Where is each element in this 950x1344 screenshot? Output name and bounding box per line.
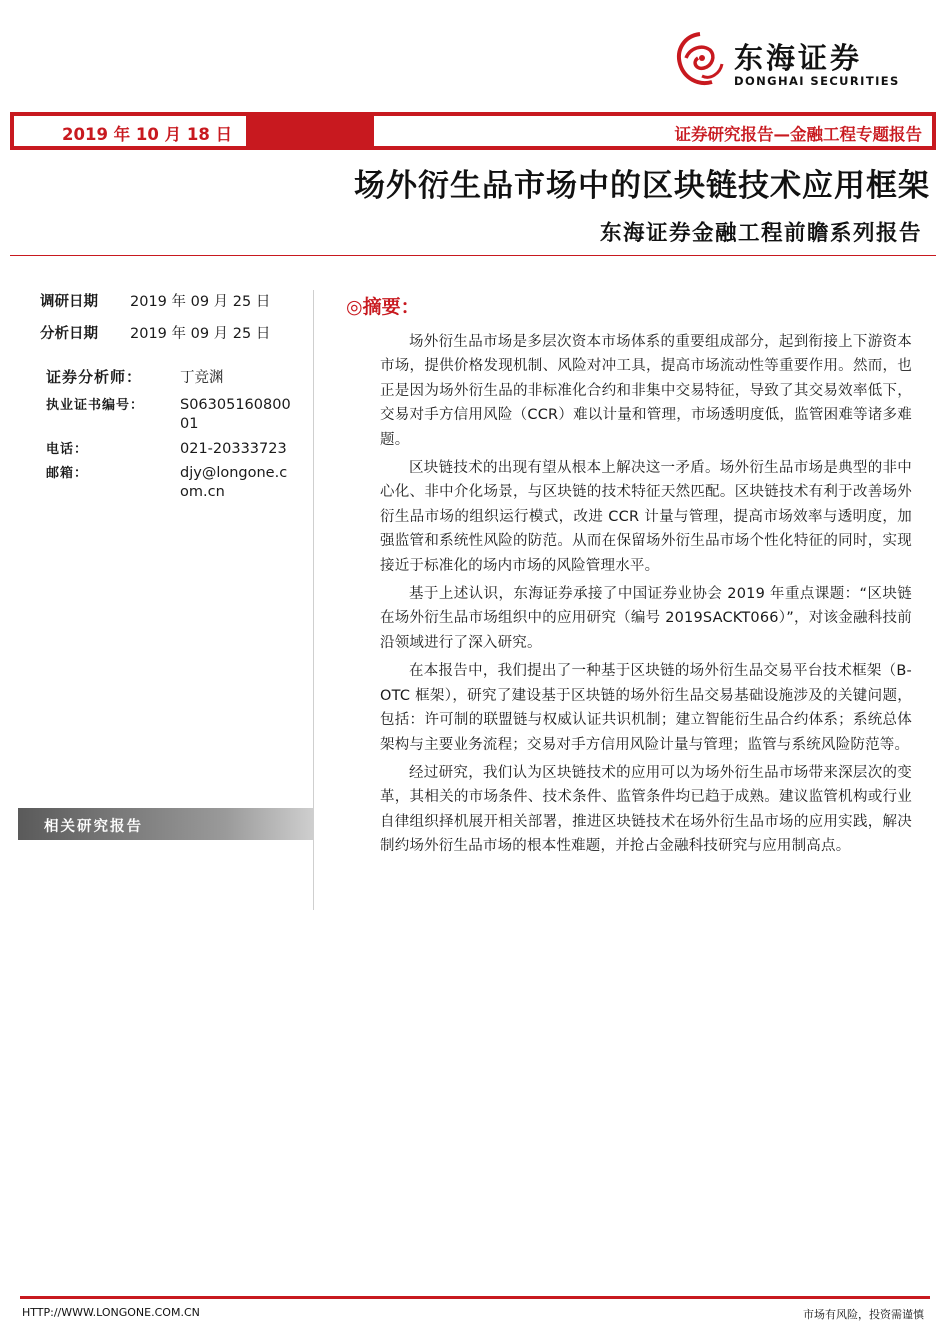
cert-row-cont bbox=[180, 416, 198, 432]
cert-number: S06305160800 bbox=[180, 397, 291, 413]
abstract-paragraph: 基于上述认识，东海证券承接了中国证券业协会 2019 年重点课题：“区块链在场外衍生品市场组织中的应用研究（编号 2019SACKT066）”，对该金融科技前沿领域进行了深入研究。 bbox=[380, 586, 912, 651]
phone-label: 电话： bbox=[46, 442, 89, 457]
abstract-paragraph: 场外衍生品市场是多层次资本市场体系的重要组成部分，起到衔接上下游资本市场，提供价格发现机制、风险对冲工具，提高市场流动性等重要作用。然而，也正是因为场外衍生品的非标准化合约和非集中交易特征，导致了其交易效率低下，交易对手方信用风险（CCR）难以计量和管理，市场透明度低，监管困难等诸多难题。 bbox=[380, 334, 912, 448]
research-date-label: 调研日期 bbox=[40, 294, 98, 310]
abstract-paragraph: 区块链技术的出现有望从根本上解决这一矛盾。场外衍生品市场是典型的非中心化、非中介化场景，与区块链的技术特征天然匹配。区块链技术有利于改善场外衍生品市场的组织运行模式，改进 CCR 计量与管理，提高市场效率与透明度，加强监管和系统性风险的防范。从而在保留场外衍生品市场个性化特征的同时，实现接近于标准化的场内市场的风险管理水平。 bbox=[380, 460, 912, 574]
header-divider bbox=[10, 255, 936, 256]
research-date-row bbox=[40, 290, 270, 311]
related-reports-label: 相关研究报告 bbox=[44, 819, 143, 835]
footer-divider bbox=[20, 1296, 930, 1299]
report-header-bar bbox=[10, 112, 936, 150]
analyst-row bbox=[46, 366, 224, 387]
footer-url[interactable]: HTTP://WWW.LONGONE.COM.CN bbox=[22, 1306, 200, 1319]
report-subtitle: 东海证券金融工程前瞻系列报告 bbox=[599, 221, 922, 246]
email-label: 邮箱： bbox=[46, 466, 89, 481]
email-row bbox=[46, 462, 287, 481]
company-logo bbox=[672, 28, 922, 94]
analysis-date-row bbox=[40, 322, 270, 343]
phone: 021-20333723 bbox=[180, 441, 287, 457]
footer-risk-notice: 市场有风险，投资需谨慎 bbox=[803, 1308, 924, 1321]
abstract-heading: ◎摘要： bbox=[346, 296, 420, 318]
report-series: 证券研究报告—金融工程专题报告 bbox=[674, 125, 922, 144]
email: djy@longone.c bbox=[180, 465, 288, 481]
abstract-body bbox=[380, 330, 912, 863]
cert-row bbox=[46, 394, 291, 413]
date-box bbox=[14, 116, 246, 146]
related-reports-bar bbox=[18, 808, 314, 840]
report-title: 场外衍生品市场中的区块链技术应用框架 bbox=[354, 168, 930, 204]
research-date: 2019 年 09 月 25 日 bbox=[130, 294, 271, 310]
donghai-logo-icon bbox=[672, 30, 728, 90]
analyst-label: 证券分析师： bbox=[46, 368, 143, 386]
logo-name-cn: 东海证券 bbox=[734, 41, 863, 75]
report-date: 2019 年 10 月 18 日 bbox=[62, 125, 233, 144]
cert-number-cont: 01 bbox=[180, 416, 199, 432]
series-box bbox=[374, 116, 932, 146]
email-cont: om.cn bbox=[180, 484, 225, 500]
analysis-date: 2019 年 09 月 25 日 bbox=[130, 326, 271, 342]
logo-name-en: DONGHAI SECURITIES bbox=[734, 74, 900, 88]
analysis-date-label: 分析日期 bbox=[40, 326, 98, 342]
cert-label: 执业证书编号： bbox=[46, 398, 145, 413]
email-row-cont bbox=[180, 484, 225, 500]
abstract-paragraph: 经过研究，我们认为区块链技术的应用可以为场外衍生品市场带来深层次的变革，其相关的市场条件、技术条件、监管条件均已趋于成熟。建议监管机构或行业自律组织择机展开相关部署，推进区块链技术在场外衍生品市场的应用实践，解决制约场外衍生品市场的根本性难题，并抢占金融科技研究与应用制高点。 bbox=[380, 764, 912, 855]
phone-row bbox=[46, 438, 287, 457]
abstract-paragraph: 在本报告中，我们提出了一种基于区块链的场外衍生品交易平台技术框架（B-OTC 框架），研究了建设基于区块链的场外衍生品交易基础设施涉及的关键问题，包括：许可制的联盟链与权威认证共识机制；建立智能衍生品合约体系；系统总体架构与主要业务流程；交易对手方信用风险计量与管理；监管与系统风险防范等。 bbox=[380, 663, 912, 753]
analyst-name: 丁竞渊 bbox=[180, 370, 224, 386]
